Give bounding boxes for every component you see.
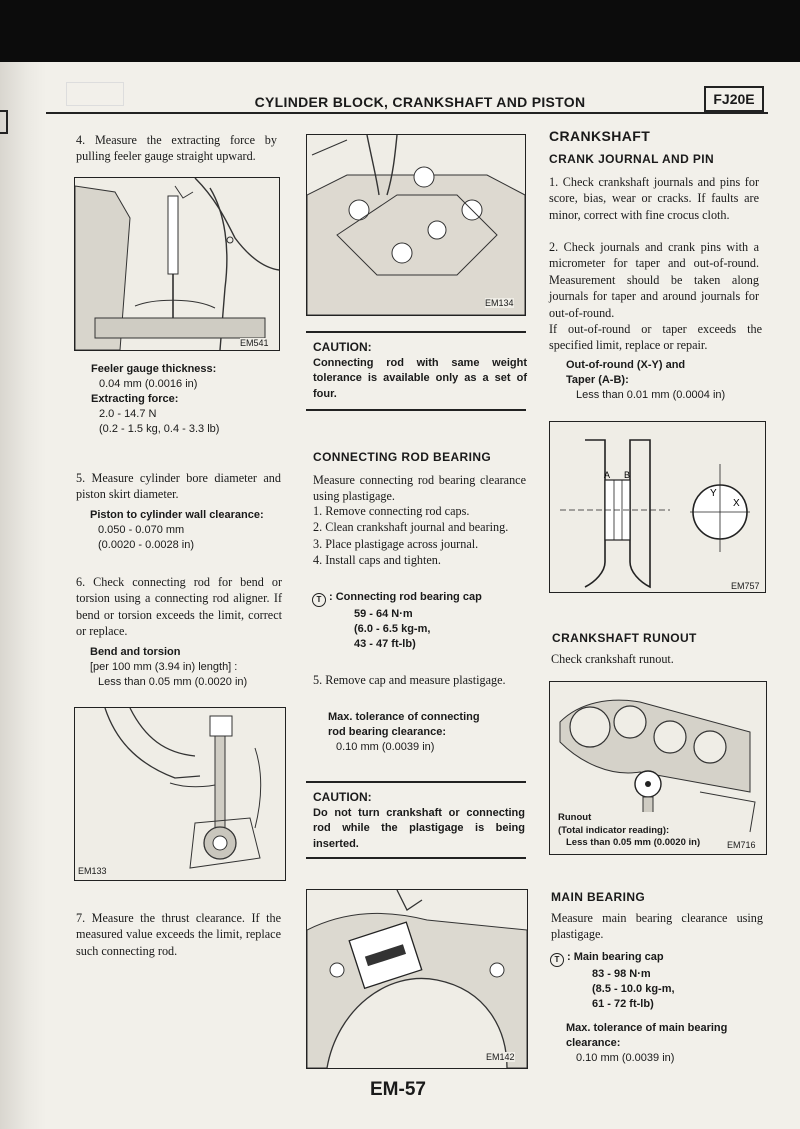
caution-body: Connecting rod with same weight tolerance is available only as a set of four. bbox=[313, 356, 527, 400]
figure-feeler-gauge bbox=[74, 177, 280, 351]
caution-bottom-rule bbox=[306, 409, 526, 411]
torque-value: 83 - 98 N·m bbox=[592, 968, 651, 980]
list-item: 2. Clean crankshaft journal and bearing. bbox=[313, 520, 509, 535]
step-4-text: 4. Measure the extracting force by pulling feeler gauge straight upward. bbox=[76, 133, 277, 164]
gutter-mark bbox=[0, 110, 8, 134]
spec-value: Less than 0.01 mm (0.0004 in) bbox=[576, 389, 726, 401]
label-b: B bbox=[624, 470, 631, 480]
page-title: CYLINDER BLOCK, CRANKSHAFT AND PISTON bbox=[254, 94, 586, 110]
subsection-crankshaft-runout: CRANKSHAFT RUNOUT bbox=[552, 631, 697, 645]
torque-value: 61 - 72 ft-lb) bbox=[592, 998, 654, 1010]
conrod-steps bbox=[313, 503, 526, 569]
torque-icon: T bbox=[550, 953, 564, 967]
section-code-badge: FJ20E bbox=[704, 86, 764, 112]
caution-top-rule bbox=[306, 331, 526, 333]
caution2-top-rule bbox=[306, 781, 526, 783]
spec-out-of-round bbox=[566, 358, 766, 403]
figure-code-em134: EM134 bbox=[485, 298, 514, 308]
page-number: EM-57 bbox=[370, 1079, 426, 1100]
spec-label: [per 100 mm (3.94 in) length] : bbox=[90, 661, 238, 673]
torque-icon: T bbox=[312, 593, 326, 607]
spec-label: Extracting force: bbox=[91, 393, 179, 405]
caution-box-weight bbox=[313, 340, 527, 402]
spec-value: (0.0020 - 0.0028 in) bbox=[98, 539, 195, 551]
torque-value: 43 - 47 ft-lb) bbox=[354, 638, 416, 650]
spec-bend-torsion bbox=[90, 645, 285, 690]
label-y: Y bbox=[710, 488, 717, 499]
caution-title: CAUTION: bbox=[313, 340, 372, 354]
figure-journal-measure bbox=[549, 421, 766, 593]
list-item: 4. Install caps and tighten. bbox=[313, 553, 441, 568]
spec-value: 0.10 mm (0.0039 in) bbox=[336, 741, 435, 753]
spec-label: Taper (A-B): bbox=[566, 374, 629, 386]
spec-value: Less than 0.05 mm (0.0020 in) bbox=[566, 837, 701, 848]
spec-value: 0.10 mm (0.0039 in) bbox=[576, 1052, 675, 1064]
section-connecting-rod-bearing: CONNECTING ROD BEARING bbox=[313, 450, 492, 464]
runout-text: Check crankshaft runout. bbox=[551, 652, 674, 666]
caution-box-plastigage bbox=[313, 790, 525, 852]
figure-rod-caps bbox=[306, 134, 526, 316]
figure-rod-aligner bbox=[74, 707, 286, 881]
conrod-step-5: 5. Remove cap and measure plastigage. bbox=[313, 673, 506, 687]
spec-label: Runout bbox=[558, 812, 592, 823]
spec-label: Bend and torsion bbox=[90, 646, 181, 658]
figure-code-em757: EM757 bbox=[731, 581, 760, 591]
caution-title: CAUTION: bbox=[313, 790, 372, 804]
step-5-text: 5. Measure cylinder bore diameter and piston skirt diameter. bbox=[76, 471, 281, 502]
subsection-crank-journal: CRANK JOURNAL AND PIN bbox=[549, 152, 715, 166]
section-crankshaft: CRANKSHAFT bbox=[549, 128, 651, 144]
step-7-text: 7. Measure the thrust clearance. If the measured value exceeds the limit, replace such connecting rod. bbox=[76, 911, 281, 958]
spec-label: Out-of-round (X-Y) and bbox=[566, 359, 686, 371]
spec-label: clearance: bbox=[566, 1037, 621, 1049]
spec-conrod-clearance bbox=[328, 710, 528, 755]
spec-label: (Total indicator reading): bbox=[558, 824, 670, 836]
crank-para-3: If out-of-round or taper exceeds the specified limit, replace or repair. bbox=[549, 322, 762, 353]
rod-aligner-illustration bbox=[75, 708, 285, 880]
spec-main-bearing-clearance bbox=[566, 1021, 766, 1066]
binding-gutter bbox=[0, 62, 46, 1129]
spec-feeler-gauge bbox=[91, 362, 281, 437]
spec-label: Max. tolerance of main bearing bbox=[566, 1022, 728, 1034]
spec-value: (0.2 - 1.5 kg, 0.4 - 3.3 lb) bbox=[99, 423, 220, 435]
caution2-bottom-rule bbox=[306, 857, 526, 859]
spec-label: Feeler gauge thickness: bbox=[91, 363, 217, 375]
torque-label: : Main bearing cap bbox=[567, 951, 664, 963]
spec-value: 0.04 mm (0.0016 in) bbox=[99, 378, 198, 390]
feeler-gauge-illustration bbox=[75, 178, 279, 350]
crank-para-2: 2. Check journals and crank pins with a micrometer for taper and out-of-round. Measurement should be taken along journals for taper and around journals for out-of-round. bbox=[549, 240, 759, 320]
torque-label: : Connecting rod bearing cap bbox=[329, 591, 482, 603]
rod-caps-illustration bbox=[307, 135, 525, 315]
subsection-main-bearing: MAIN BEARING bbox=[551, 890, 646, 904]
caution-body: Do not turn crankshaft or connecting rod while the plastigage is being inserted. bbox=[313, 806, 525, 850]
label-a: A bbox=[604, 470, 611, 480]
torque-value: (6.0 - 6.5 kg-m, bbox=[354, 623, 431, 635]
spec-value: Less than 0.05 mm (0.0020 in) bbox=[98, 676, 248, 688]
spec-value: 2.0 - 14.7 N bbox=[99, 408, 157, 420]
main-bearing-text: Measure main bearing clearance using plastigage. bbox=[551, 911, 763, 942]
list-item: 1. Remove connecting rod caps. bbox=[313, 504, 470, 518]
spec-label: rod bearing clearance: bbox=[328, 726, 446, 738]
spec-label: Piston to cylinder wall clearance: bbox=[90, 509, 264, 521]
step-6-text: 6. Check connecting rod for bend or torsion using a connecting rod aligner. If bend or torsion exceeds the limit, correct or replace. bbox=[76, 575, 282, 639]
spec-piston-clearance bbox=[90, 508, 280, 553]
figure-code-em133: EM133 bbox=[78, 866, 107, 876]
figure-plastigage bbox=[306, 889, 528, 1069]
runout-spec bbox=[558, 812, 748, 850]
figure-code-em142: EM142 bbox=[486, 1052, 515, 1062]
crank-para-1: 1. Check crankshaft journals and pins for score, bias, wear or cracks. If faults are minor, correct with fine crocus cloth. bbox=[549, 175, 759, 222]
conrod-intro-text: Measure connecting rod bearing clearance using plastigage. bbox=[313, 473, 526, 504]
torque-spec-main-cap bbox=[550, 950, 764, 1012]
label-x: X bbox=[733, 498, 740, 509]
torque-value: 59 - 64 N·m bbox=[354, 608, 413, 620]
figure-code-em716: EM716 bbox=[727, 840, 756, 850]
figure-code-em541: EM541 bbox=[240, 338, 269, 348]
list-item: 3. Place plastigage across journal. bbox=[313, 536, 479, 551]
plastigage-illustration bbox=[307, 890, 527, 1068]
journal-measure-illustration bbox=[550, 422, 765, 592]
torque-spec-rod-cap bbox=[312, 590, 526, 652]
header-rule bbox=[46, 112, 768, 114]
spec-value: 0.050 - 0.070 mm bbox=[98, 524, 185, 536]
spec-label: Max. tolerance of connecting bbox=[328, 711, 480, 723]
torque-value: (8.5 - 10.0 kg-m, bbox=[592, 983, 675, 995]
